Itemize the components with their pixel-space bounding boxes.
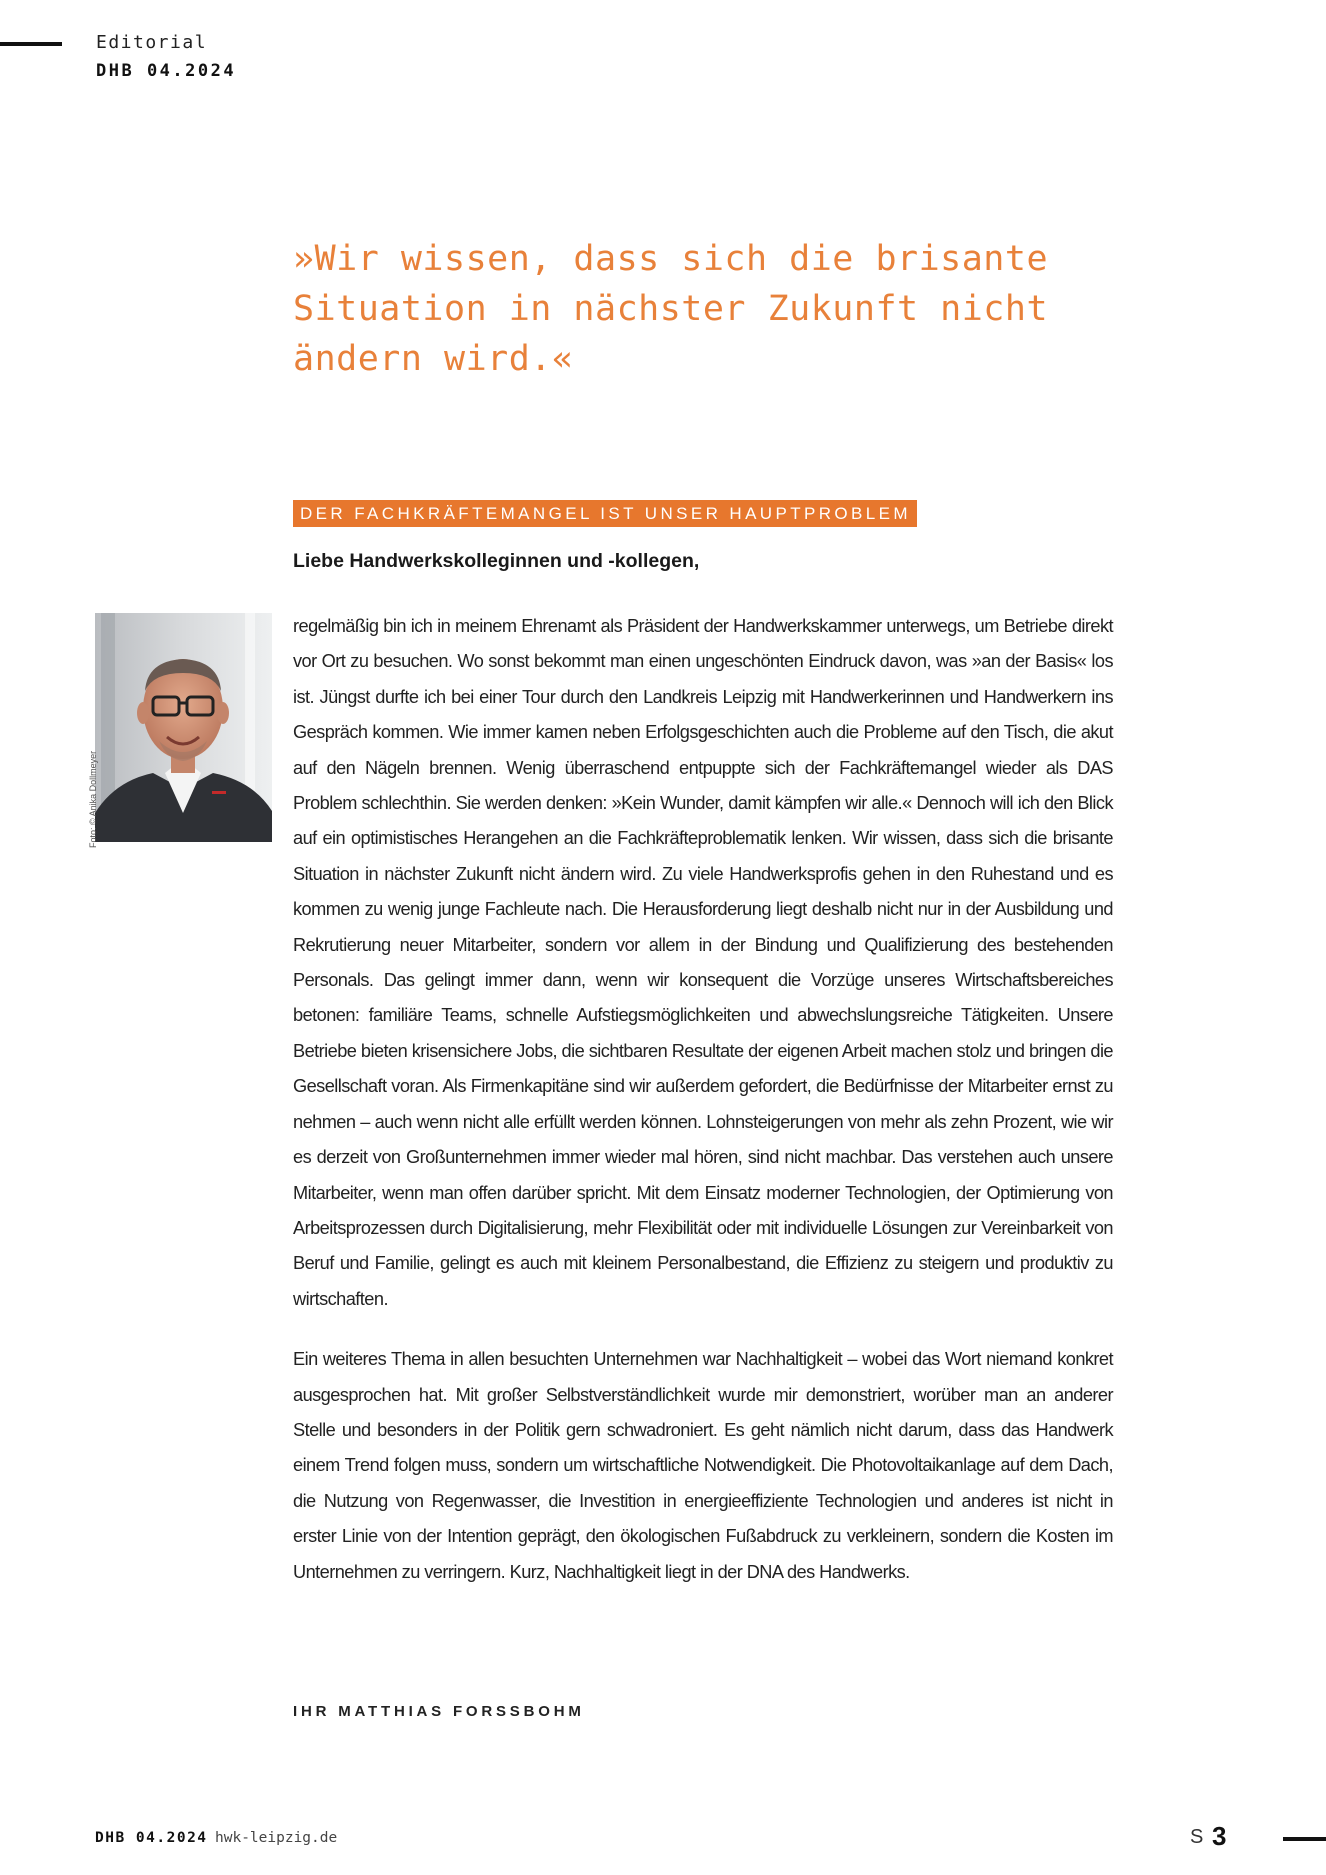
- footer-issue: DHB 04.2024: [95, 1830, 208, 1846]
- body-paragraph-1: regelmäßig bin ich in meinem Ehrenamt als Präsident der Handwerkskammer unterwegs, um Betriebe direkt vor Ort zu besuchen. Wo sonst bekommt man einen ungeschönten Eindruck davon, was »an der Basis« los ist. Jüngst durfte ich bei einer Tour durch den Landkreis Leipzig mit Handwerkerinnen und Handwerkern ins Gespräch kommen. Wie immer kamen neben Erfolgsgeschichten auch die Probleme auf den Tisch, die akut auf den Nägeln brennen. Wenig überraschend entpuppte sich der Fachkräftemangel wieder als DAS Problem schlechthin. Sie werden denken: »Kein Wunder, damit kämpfen wir alle.« Dennoch will ich den Blick auf ein optimistisches Herangehen an die Fachkräfteproblematik lenken. Wir wissen, dass sich die brisante Situation in nächster Zukunft nicht ändern wird. Zu viele Handwerksprofis gehen in den Ruhestand und es kommen zu wenig junge Fachleute nach. Die Herausforderung liegt deshalb nicht nur in der Ausbildung und Rekrutierung neuer Mitarbeiter, sondern vor allem in der Bindung und Qualifizierung des bestehenden Personals. Das gelingt immer dann, wenn wir konsequent die Vorzüge unseres Wirtschaftsbereiches betonen: familiäre Teams, schnelle Aufstiegsmöglichkeiten und abwechslungsreiche Tätigkeiten. Unsere Betriebe bieten krisensichere Jobs, die sichtbaren Resultate der eigenen Arbeit machen stolz und bringen die Gesellschaft voran. Als Firmenkapitäne sind wir außerdem gefordert, die Bedürfnisse der Mitarbeiter ernst zu nehmen – auch wenn nicht alle erfüllt werden können. Lohnsteigerungen von mehr als zehn Prozent, wie wir es derzeit von Großunternehmen immer wieder mal hören, sind nicht machbar. Das verstehen auch unsere Mitarbeiter, wenn man offen darüber spricht. Mit dem Einsatz moderner Technologien, der Optimierung von Arbeitsprozessen durch Digitalisierung, mehr Flexibilität oder mit individuelle Lösungen zur Vereinbarkeit von Beruf und Familie, gelingt es auch mit kleinem Personalbestand, die Effizienz zu steigern und produktiv zu wirtschaften.: [293, 616, 1113, 1309]
- salutation: Liebe Handwerkskolleginnen und -kollegen,: [293, 550, 700, 572]
- section-label: Editorial: [96, 32, 208, 53]
- header-rule: [0, 42, 62, 46]
- pull-quote: »Wir wissen, dass sich die brisante Situation in nächster Zukunft nicht ändern wird.«: [293, 239, 1049, 379]
- issue-label: DHB 04.2024: [96, 61, 237, 81]
- article-headline: DER FACHKRÄFTEMANGEL IST UNSER HAUPTPROBLEM: [293, 500, 917, 527]
- signature: IHR MATTHIAS FORSSBOHM: [293, 1703, 585, 1720]
- page-number: 3: [1212, 1821, 1227, 1851]
- footer-website-link[interactable]: hwk-leipzig.de: [215, 1830, 338, 1846]
- photo-credit: Foto: © Anika Dollmeyer: [88, 750, 98, 848]
- footer-rule: [1283, 1837, 1326, 1841]
- article-body: [293, 609, 1113, 1590]
- body-paragraph-2: Ein weiteres Thema in allen besuchten Unternehmen war Nachhaltigkeit – wobei das Wort niemand konkret ausgesprochen hat. Mit großer Selbstverständlichkeit wurde mir demonstriert, worüber man an anderer Stelle und besonders in der Politik gern schwadroniert. Es geht nämlich nicht darum, dass das Handwerk einem Trend folgen muss, sondern um wirtschaftliche Notwendigkeit. Die Photovoltaikanlage auf dem Dach, die Nutzung von Regenwasser, die Investition in energieeffiziente Technologien und anderes ist nicht in erster Linie von der Intention geprägt, den ökologischen Fußabdruck zu verkleinern, sondern die Kosten im Unternehmen zu verringern. Kurz, Nachhaltigkeit liegt in der DNA des Handwerks.: [293, 1349, 1113, 1582]
- author-portrait: [95, 613, 272, 842]
- page-prefix: S: [1190, 1826, 1204, 1848]
